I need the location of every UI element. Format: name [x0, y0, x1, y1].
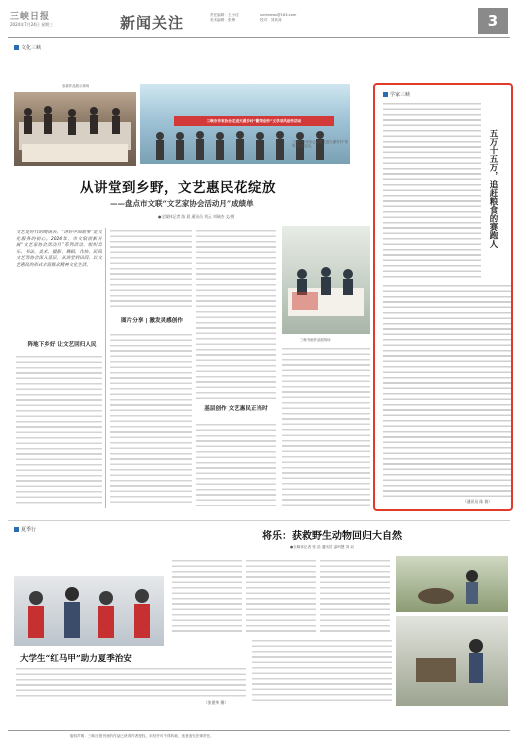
- bottom-left-headline: 大学生“红马甲”助力夏季治安: [20, 654, 132, 664]
- body-text: [320, 560, 390, 632]
- body-text: [16, 668, 246, 698]
- photo-exhibition: [14, 92, 136, 166]
- editor-line: 责任编辑：王小佳: [210, 13, 239, 17]
- section-rule: [8, 520, 510, 521]
- footer-notice: 版权声明：三峡日报刊登的作品已获得作者授权，未经许可不得转载，违者追究法律责任。: [70, 734, 214, 738]
- exhibition-people-graphic: [14, 92, 136, 166]
- subhead-2: 图片分享 | 激发灵感创作: [121, 318, 183, 324]
- tag-square-icon: [14, 527, 19, 532]
- footer-rule: [8, 730, 510, 731]
- photo-calligraphy-event: [282, 226, 370, 334]
- body-text: [196, 424, 276, 506]
- section-tag-label: 学家三峡: [390, 92, 411, 98]
- photo-volunteers: [14, 576, 164, 646]
- body-text: [110, 334, 192, 506]
- body-text: [16, 356, 102, 506]
- body-text: [252, 640, 392, 704]
- subhead-3: 基层创作 文艺惠民正当时: [204, 406, 268, 412]
- highlighted-article: [373, 83, 513, 511]
- tag-square-icon: [14, 45, 19, 50]
- body-text: [246, 560, 316, 632]
- bottom-headline: 将乐：获救野生动物回归大自然: [262, 531, 402, 542]
- header-rule: [8, 37, 510, 38]
- intro-text: 文艺是时代的晴雨表，“讲好中国故事”是文化服务的初心。2024年，市文联创新开展“文艺家协会活动月”系列活动，组织音乐、书法、美术、摄影、舞蹈、作协、民间文艺等协会深入基层，从讲堂到田间，以文艺惠民的形式丰富群众精神文化生活。: [16, 230, 102, 268]
- wildlife-graphic: [396, 556, 508, 612]
- body-text: [282, 348, 370, 506]
- banner-text: 三峡市作家协会走进天湖乡村“繁荣创作”文学采风创作活动: [206, 119, 302, 123]
- section-title: 新闻关注: [120, 14, 185, 32]
- article-author: （通讯员 陈 倩）: [463, 499, 492, 504]
- event-photo-graphic: [282, 226, 370, 334]
- section-tag: [14, 44, 41, 51]
- body-text: [196, 230, 276, 400]
- page-number-badge: 3: [478, 8, 508, 34]
- body-text: [172, 560, 242, 632]
- column-divider: [105, 228, 106, 508]
- bottom-left-author: （张建华 摄）: [204, 700, 228, 705]
- issue-date: 2024年7月24日 星期三: [10, 22, 54, 27]
- paper-logo: 三峡日报: [10, 12, 51, 22]
- editor-info: [210, 13, 239, 23]
- main-subheadline: ——盘点市文联“文艺家协会活动月”成绩单: [110, 199, 254, 208]
- editor-info-2: [260, 13, 296, 23]
- photo-caption: 三峡市作家协会会员走进天湖乡村“采风”创作活动。: [292, 140, 349, 149]
- editor-line: 校对：刘其涛: [260, 18, 282, 22]
- wildlife-release-graphic: [396, 616, 508, 706]
- editor-line: 美术编辑：张博: [210, 18, 236, 22]
- byline: ●全媒体记者 陈 晨 通讯员 刘云 刘瑞杰 文/图: [158, 214, 235, 219]
- photo-group-banner: [140, 84, 350, 164]
- section-tag: [383, 91, 410, 98]
- photo-wildlife-bottom: [396, 616, 508, 706]
- article-body: [383, 285, 511, 497]
- volunteers-graphic: [14, 576, 164, 646]
- section-tag-label: 文化三峡: [21, 45, 42, 51]
- subhead-1: 阵地下乡好 让文艺回归人民: [27, 342, 97, 348]
- photo-caption: 三峡书画作品展现场: [300, 338, 331, 342]
- photo-caption: 参赛作品展示现场: [62, 84, 90, 88]
- body-text: [110, 230, 192, 310]
- article-body: [383, 103, 481, 278]
- section-tag: [14, 526, 36, 533]
- vertical-headline: 五万十五万，追赶粮食的赛跑人: [488, 129, 498, 248]
- contact-line: sxrbnews@163.com: [260, 13, 297, 17]
- photo-wildlife-top: [396, 556, 508, 612]
- tag-square-icon: [383, 92, 388, 97]
- main-headline: 从讲堂到乡野，文艺惠民花绽放: [80, 180, 276, 196]
- section-tag-label: 夏季行: [21, 527, 37, 533]
- bottom-byline: ●全媒体记者 张 浩 通讯员 邵珂慧 刘 双: [290, 545, 354, 549]
